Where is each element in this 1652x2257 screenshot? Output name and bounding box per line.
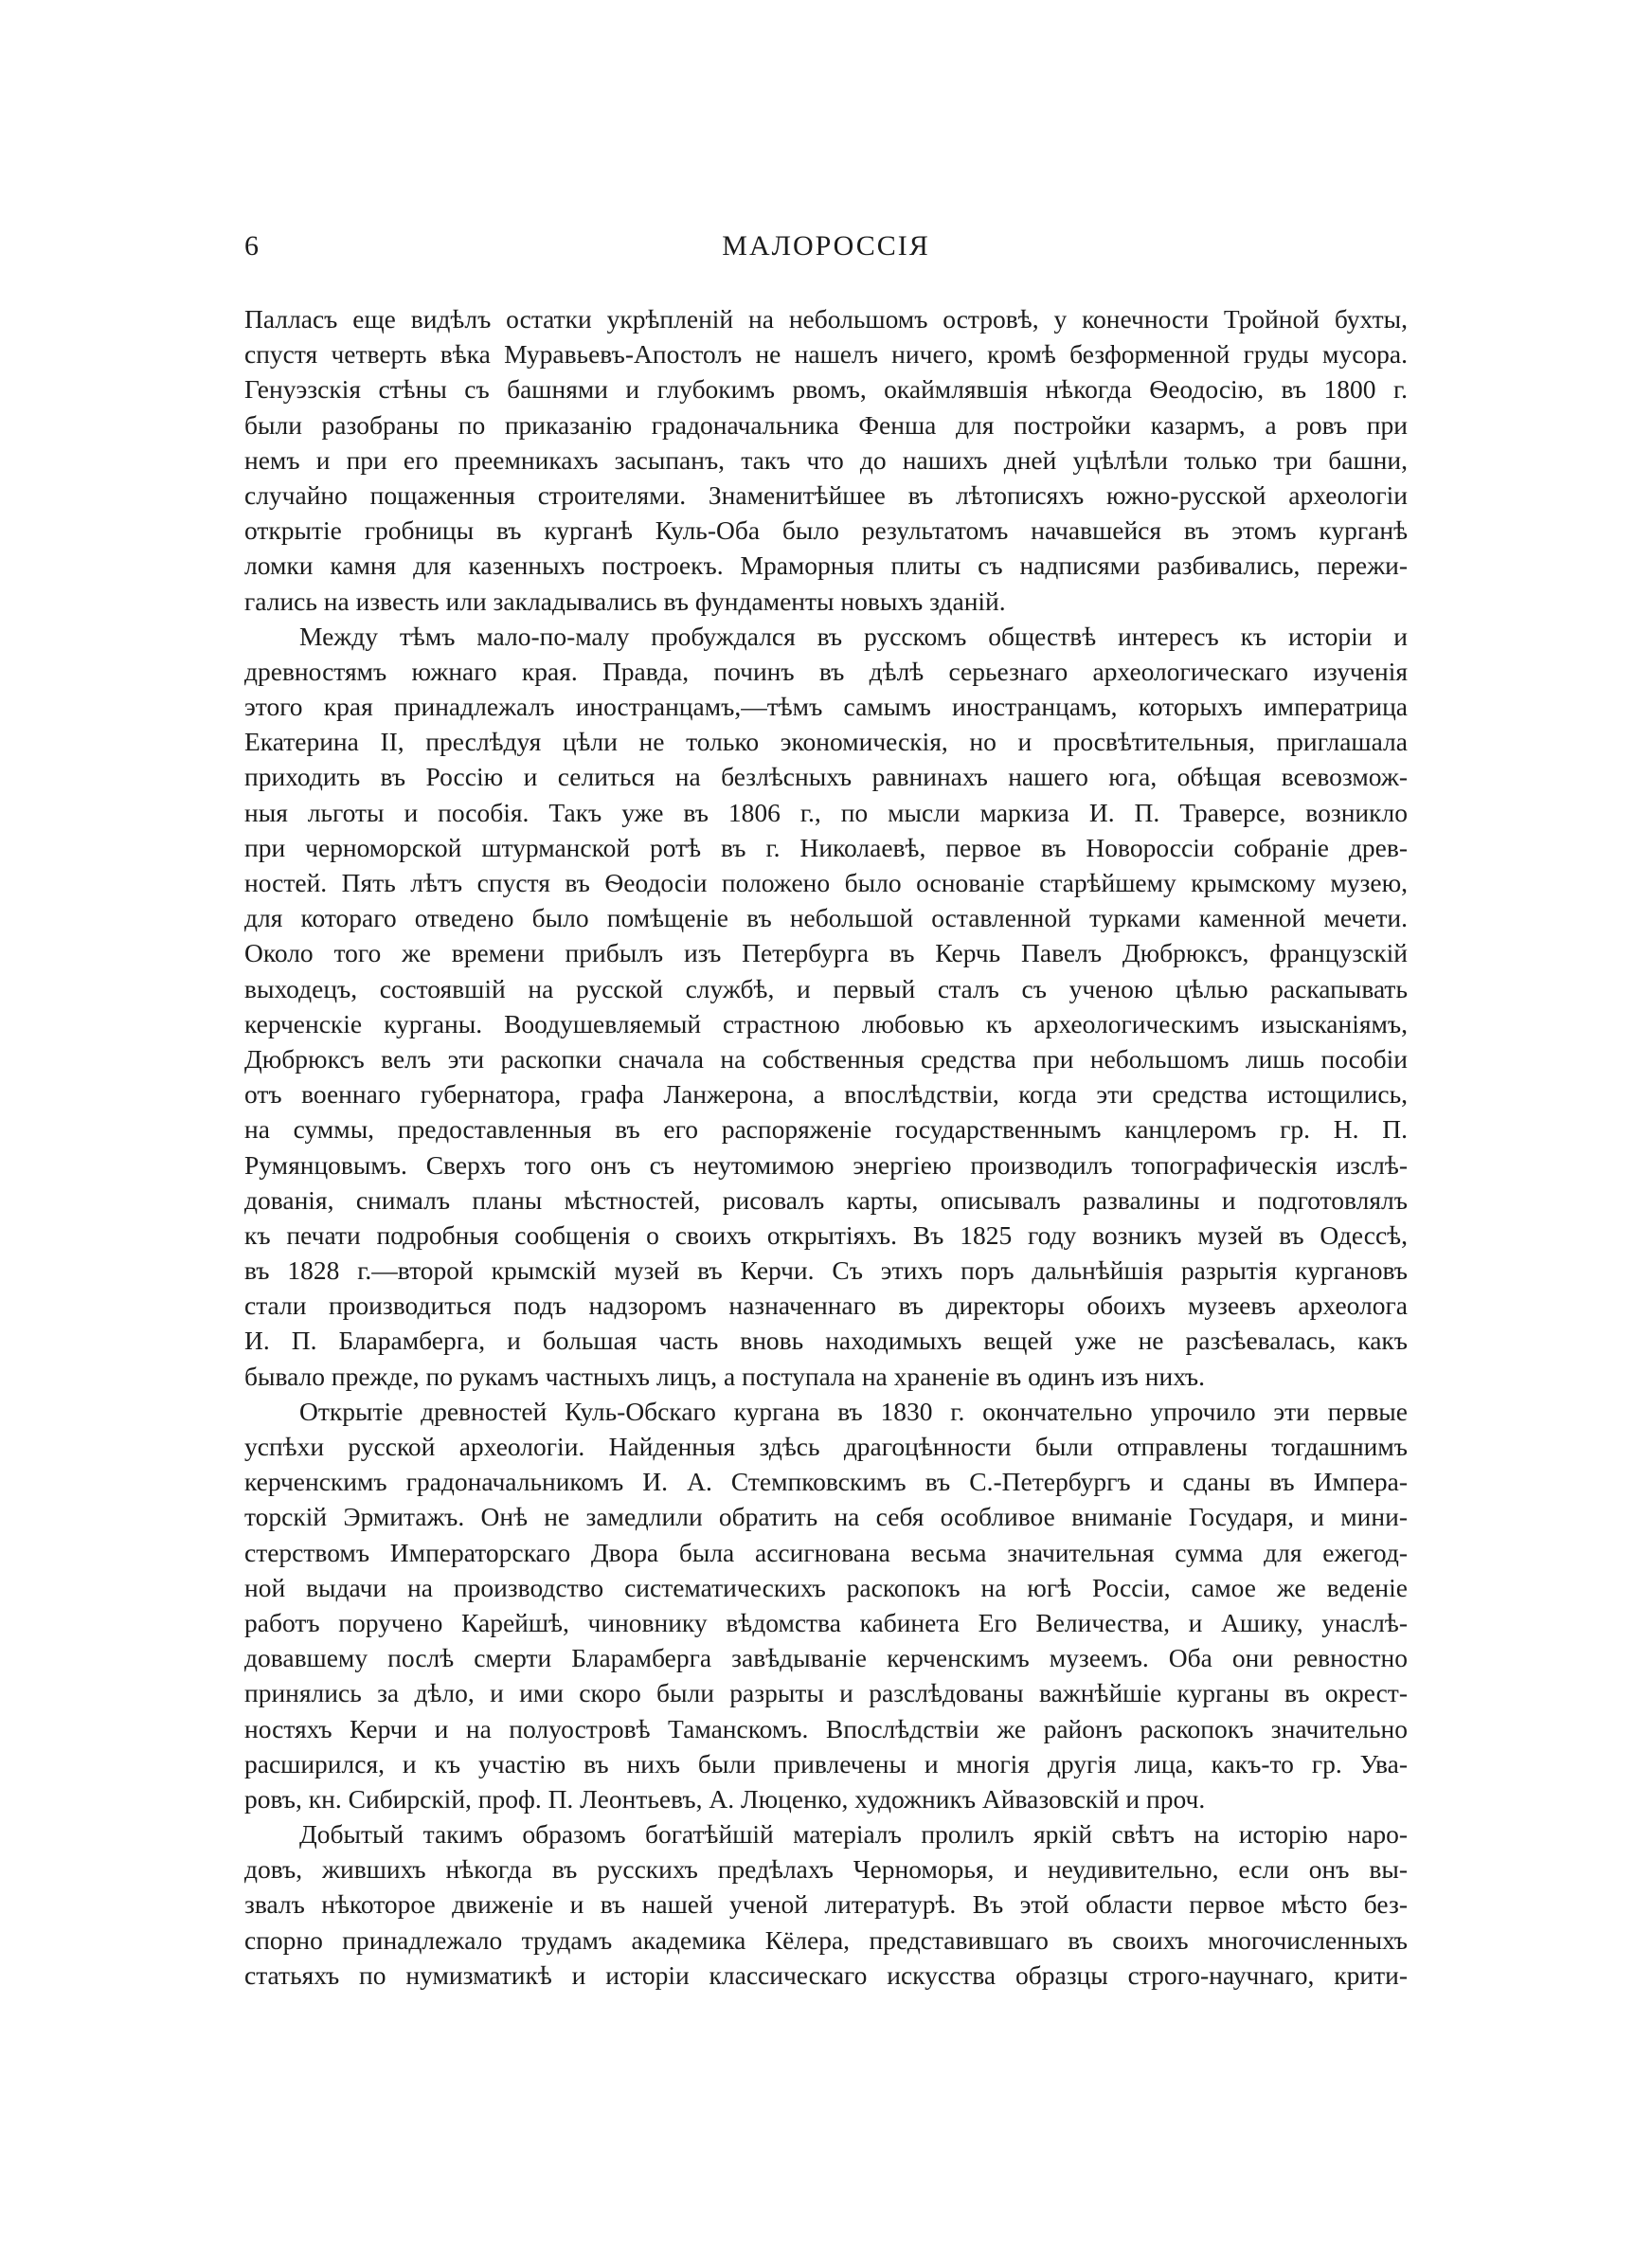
text-line: ностяхъ Керчи и на полуостровѣ Таманскомъ. Впослѣдствіи же районъ раскопокъ значительно (244, 1713, 1408, 1743)
text-line: Екатерина II, преслѣдуя цѣли не только экономическія, но и просвѣтительныя, приглашала (244, 727, 1408, 757)
text-line: ной выдачи на производство систематическихъ раскопокъ на югѣ Россіи, самое же веденіе (244, 1572, 1408, 1602)
running-head (244, 227, 1408, 265)
text-line: И. П. Бларамберга, и большая часть вновь находимыхъ вещей уже не разсѣевалась, какъ (244, 1326, 1408, 1356)
text-line: успѣхи русской археологіи. Найденныя здѣсь драгоцѣнности были отправлены тогдашнимъ (244, 1432, 1408, 1461)
text-line: этого края принадлежалъ иностранцамъ,—тѣмъ самымъ иностранцамъ, которыхъ императрица (244, 692, 1408, 722)
text-line: къ печати подробныя сообщенія о своихъ открытіяхъ. Въ 1825 году возникъ музей въ Одессѣ, (244, 1219, 1408, 1250)
text-line: древностямъ южнаго края. Правда, починъ въ дѣлѣ серьезнаго археологическаго изученія (244, 656, 1408, 686)
running-title: МАЛОРОССІЯ (722, 230, 930, 262)
text-line: расширился, и къ участію въ нихъ были привлечены и многія другія лица, какъ-то гр. Ува- (244, 1748, 1408, 1779)
text-line: ностей. Пять лѣтъ спустя въ Ѳеодосіи положено было основаніе старѣйшему крымскому музею, (244, 868, 1408, 897)
text-line: спорно принадлежало трудамъ академика Кёлера, представившаго въ своихъ многочисленныхъ (244, 1924, 1408, 1955)
text-line: въ 1828 г.—второй крымскій музей въ Керчи. Съ этихъ поръ дальнѣйшія разрытія кургановъ (244, 1255, 1408, 1286)
body-text (244, 301, 1408, 1993)
text-line: на суммы, предоставленныя въ его распоряженіе государственнымъ канцлеромъ гр. Н. П. (244, 1114, 1408, 1145)
text-line: довавшему послѣ смерти Бларамберга завѣдываніе керченскимъ музеемъ. Оба они ревностно (244, 1643, 1408, 1673)
text-line: были разобраны по приказанію градоначальника Феншa для постройки казармъ, а ровъ при (244, 409, 1408, 440)
text-line: довъ, жившихъ нѣкогда въ русскихъ предѣлахъ Черноморья, и неудивительно, если онъ вы- (244, 1854, 1408, 1885)
text-line: звалъ нѣкоторое движеніе и въ нашей ученой литературѣ. Въ этой области первое мѣсто без- (244, 1889, 1408, 1920)
text-line: бывало прежде, по рукамъ частныхъ лицъ, а поступала на храненіе въ одинъ изъ нихъ. (244, 1361, 1205, 1391)
paragraph (244, 619, 1408, 1394)
text-line: статьяхъ по нумизматикѣ и исторіи классическаго искусства образцы строго-научнаго, крити- (244, 1959, 1408, 1990)
text-line: гались на известь или закладывались въ фундаменты новыхъ зданій. (244, 586, 1006, 616)
text-line: случайно пощаженныя строителями. Знаменитѣйшее въ лѣтописяхъ южно-русской археологіи (244, 479, 1408, 510)
text-line: принялись за дѣло, и ими скоро были разрыты и разслѣдованы важнѣйшіе курганы въ окрест- (244, 1678, 1408, 1708)
text-line: стерствомъ Императорскаго Двора была ассигнована весьма значительная сумма для ежегод- (244, 1537, 1408, 1567)
text-line: приходить въ Россію и селиться на безлѣсныхъ равнинахъ нашего юга, обѣщая всевозмож- (244, 762, 1408, 792)
paragraph (244, 1816, 1408, 1993)
text-line: отъ военнаго губернатора, графа Ланжерона, а впослѣдствіи, когда эти средства истощились, (244, 1079, 1408, 1110)
text-line: при черноморской штурманской ротѣ въ г. Николаевѣ, первое въ Новороссіи собраніе древ- (244, 832, 1408, 862)
text-line: Генуэзскія стѣны съ башнями и глубокимъ рвомъ, окаймлявшія нѣкогда Ѳеодосію, въ 1800 г. (244, 374, 1408, 405)
text-line: Около того же времени прибылъ изъ Петербурга въ Керчь Павелъ Дюбрюксъ, французскій (244, 938, 1408, 968)
text-line: керченскимъ градоначальникомъ И. А. Стемпковскимъ въ С.-Петербургъ и сданы въ Импера- (244, 1467, 1408, 1497)
paragraph (244, 301, 1408, 619)
text-line: Открытіе древностей Куль-Обскаго кургана въ 1830 г. окончательно упрочило эти первые (299, 1396, 1408, 1426)
page-number: 6 (244, 230, 259, 262)
text-line: Дюбрюксъ велъ эти раскопки сначала на собственныя средства при небольшомъ лишь пособіи (244, 1043, 1408, 1074)
text-line: работъ поручено Карейшѣ, чиновнику вѣдомства кабинета Его Величества, и Ашику, унаслѣ- (244, 1607, 1408, 1637)
text-line: открытіе гробницы въ курганѣ Куль-Оба было результатомъ начавшейся въ этомъ курганѣ (244, 515, 1408, 546)
text-line: торскій Эрмитажъ. Онѣ не замедлили обратить на себя особливое вниманіе Государя, и мини- (244, 1502, 1408, 1532)
text-line: дованія, снималъ планы мѣстностей, рисовалъ карты, описывалъ развалины и подготовлялъ (244, 1184, 1408, 1215)
text-line: спустя четверть вѣка Муравьевъ-Апостолъ не нашелъ ничего, кромѣ безформенной груды мусора. (244, 339, 1408, 370)
text-line: немъ и при его преемникахъ засыпанъ, такъ что до нашихъ дней уцѣлѣли только три башни, (244, 444, 1408, 475)
text-line: ныя льготы и пособія. Такъ уже въ 1806 г., по мысли маркиза И. П. Траверсе, возникло (244, 797, 1408, 827)
text-line: для котораго отведено было помѣщеніе въ небольшой оставленной турками каменной мечети. (244, 903, 1408, 933)
text-line: Палласъ еще видѣлъ остатки укрѣпленій на небольшомъ островѣ, у конечности Тройной бухты, (244, 304, 1408, 334)
text-line: Между тѣмъ мало-по-малу пробуждался въ русскомъ обществѣ интересъ къ исторіи и (299, 621, 1408, 651)
text-line: Добытый такимъ образомъ богатѣйшій матеріалъ пролилъ яркій свѣтъ на исторію наро- (299, 1819, 1408, 1850)
text-line: выходецъ, состоявшій на русской службѣ, и первый сталъ съ ученою цѣлью раскапывать (244, 973, 1408, 1003)
text-line: Румянцовымъ. Сверхъ того онъ съ неутомимою энергіею производилъ топографическія изслѣ- (244, 1149, 1408, 1180)
text-line: керченскіе курганы. Воодушевляемый страстною любовью къ археологическимъ изысканіямъ, (244, 1008, 1408, 1038)
text-line: ровъ, кн. Сибирскій, проф. П. Леонтьевъ, А. Люценко, художникъ Айвазовскій и проч. (244, 1783, 1206, 1814)
text-line: стали производиться подъ надзоромъ назначеннаго въ директоры обоихъ музеевъ археолога (244, 1291, 1408, 1321)
text-line: ломки камня для казенныхъ построекъ. Мраморныя плиты съ надписями разбивались, пережи- (244, 551, 1408, 581)
paragraph (244, 1394, 1408, 1816)
